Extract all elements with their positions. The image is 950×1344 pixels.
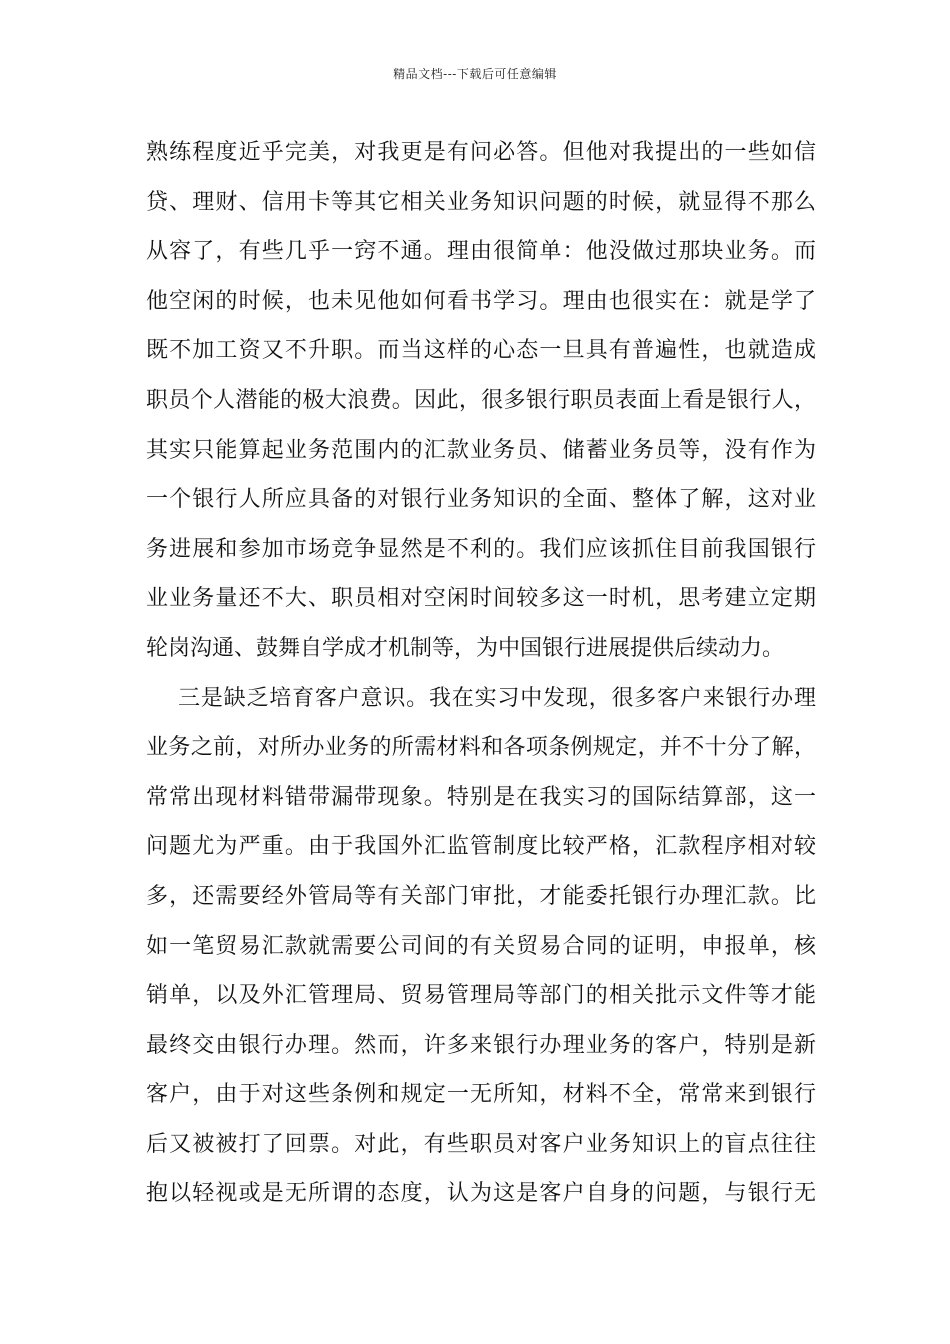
text-line: 常常出现材料错带漏带现象。特别是在我实习的国际结算部，这一	[146, 784, 816, 810]
text-line: 三是缺乏培育客户意识。我在实习中发现，很多客户来银行办理	[178, 685, 816, 711]
text-line: 抱以轻视或是无所谓的态度，认为这是客户自身的问题，与银行无	[146, 1181, 816, 1207]
text-line: 业业务量还不大、职员相对空闲时间较多这一时机，思考建立定期	[146, 586, 816, 612]
text-line: 业务之前，对所办业务的所需材料和各项条例规定，并不十分了解，	[146, 735, 816, 761]
text-line: 轮岗沟通、鼓舞自学成才机制等，为中国银行进展提供后续动力。	[146, 635, 785, 661]
text-line: 熟练程度近乎完美，对我更是有问必答。但他对我提出的一些如信	[146, 140, 816, 165]
text-line: 职员个人潜能的极大浪费。因此，很多银行职员表面上看是银行人，	[146, 387, 816, 413]
text-line: 最终交由银行办理。然而，许多来银行办理业务的客户，特别是新	[146, 1032, 816, 1058]
paragraph-2	[146, 674, 816, 1220]
page-header: 精品文档---下载后可任意编辑	[393, 67, 557, 81]
text-line: 一个银行人所应具备的对银行业务知识的全面、整体了解，这对业	[146, 487, 816, 513]
text-line: 如一笔贸易汇款就需要公司间的有关贸易合同的证明，申报单，核	[146, 933, 816, 959]
text-line: 从容了，有些几乎一窍不通。理由很简单：他没做过那块业务。而	[146, 239, 816, 265]
text-line: 后又被被打了回票。对此，有些职员对客户业务知识上的盲点往往	[146, 1131, 816, 1157]
document-body	[146, 128, 816, 1219]
text-line: 既不加工资又不升职。而当这样的心态一旦具有普遍性，也就造成	[146, 338, 816, 364]
text-line: 务进展和参加市场竞争显然是不利的。我们应该抓住目前我国银行	[146, 536, 816, 562]
text-line: 其实只能算起业务范围内的汇款业务员、储蓄业务员等，没有作为	[146, 437, 816, 463]
text-line: 多，还需要经外管局等有关部门审批，才能委托银行办理汇款。比	[146, 883, 816, 909]
text-line: 销单，以及外汇管理局、贸易管理局等部门的相关批示文件等才能	[146, 983, 816, 1009]
text-line: 客户，由于对这些条例和规定一无所知，材料不全，常常来到银行	[146, 1082, 816, 1108]
text-line: 贷、理财、信用卡等其它相关业务知识问题的时候，就显得不那么	[146, 189, 816, 215]
paragraph-1	[146, 128, 816, 674]
text-line: 问题尤为严重。由于我国外汇监管制度比较严格，汇款程序相对较	[146, 834, 816, 860]
text-line: 他空闲的时候，也未见他如何看书学习。理由也很实在：就是学了	[146, 288, 816, 314]
